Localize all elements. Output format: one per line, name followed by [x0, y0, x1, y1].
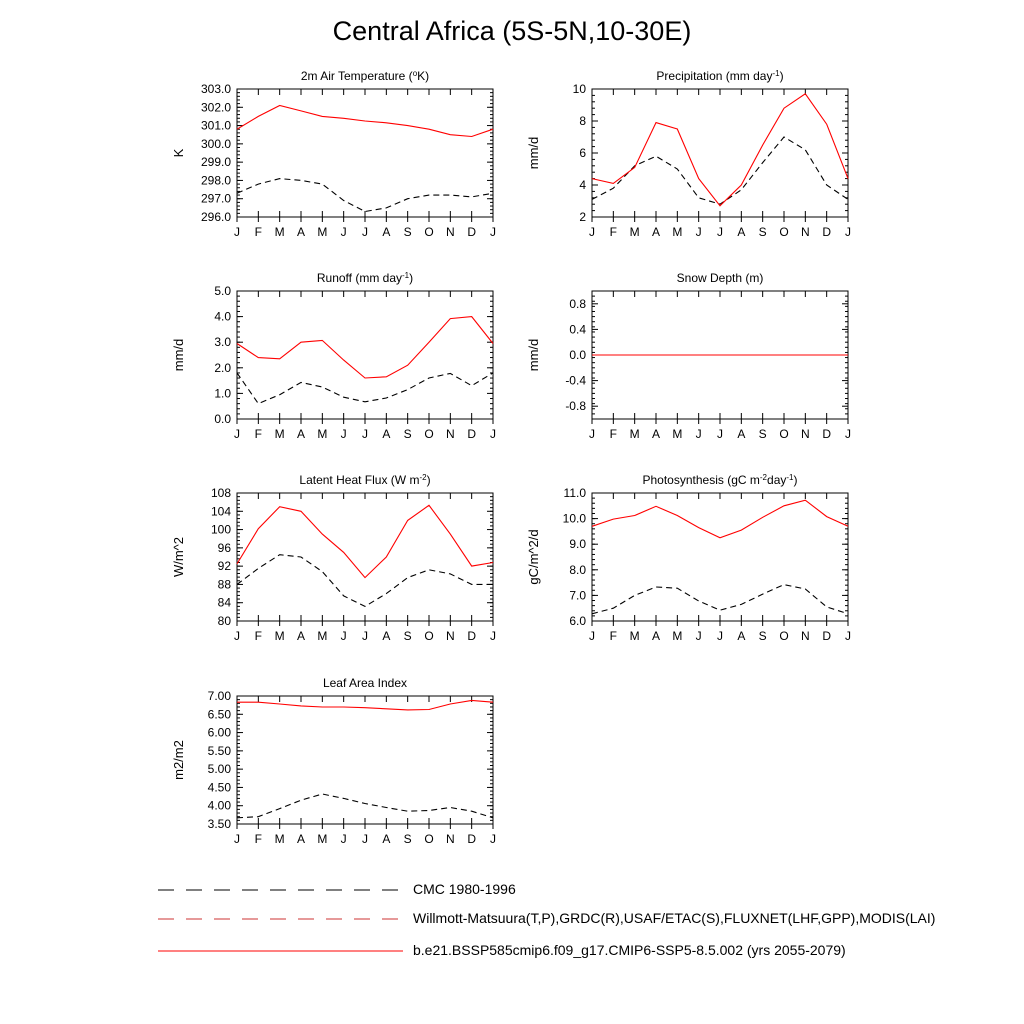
chart-panel-5 [526, 473, 851, 644]
y-tick-label: 11.0 [563, 486, 586, 500]
legend-label-model: b.e21.BSSP585cmip6.f09_g17.CMIP6-SSP5-8.5.002 (yrs 2055-2079) [413, 942, 846, 958]
chart-panel-4 [171, 473, 496, 644]
x-tick-label: F [254, 225, 263, 239]
y-tick-label: 8 [579, 114, 586, 128]
x-tick-label: N [445, 832, 455, 846]
x-tick-label: A [382, 225, 391, 239]
y-tick-label: 301.0 [200, 118, 231, 133]
plot-frame [237, 291, 493, 419]
x-tick-label: A [651, 629, 661, 643]
panel-title-text: ) [409, 271, 414, 285]
x-tick-label: M [629, 225, 640, 239]
series-line-obs [592, 585, 848, 614]
plot-frame [237, 493, 493, 621]
x-tick-label: J [490, 225, 496, 239]
x-tick-label: M [629, 427, 640, 441]
x-tick-label: S [758, 225, 767, 239]
y-tick-label: 6.0 [569, 614, 586, 628]
y-tick-label: 299.0 [200, 155, 231, 170]
y-tick-label: 302.0 [200, 100, 231, 115]
y-tick-label: 2 [579, 210, 586, 224]
plot-frame [592, 89, 848, 217]
x-tick-label: J [340, 629, 347, 643]
x-tick-label: N [445, 427, 455, 441]
y-tick-label: 4.50 [207, 780, 231, 795]
y-tick-label: 8.0 [569, 562, 586, 577]
series-line-model [237, 317, 493, 378]
y-tick-label: 1.0 [214, 386, 231, 401]
x-tick-label: O [424, 225, 434, 239]
series-line-model [237, 106, 493, 137]
y-tick-label: 92 [217, 559, 231, 574]
x-tick-label: N [800, 427, 810, 441]
panel-title-sup: -1 [772, 68, 780, 78]
y-tick-label: 3.50 [207, 817, 231, 831]
x-tick-label: D [467, 225, 477, 239]
y-tick-label: 104 [210, 504, 231, 519]
y-tick-label: 100 [210, 522, 231, 537]
panel-title-sup: o [412, 68, 418, 78]
y-tick-label: 300.0 [200, 136, 231, 151]
y-tick-label: -0.8 [565, 399, 586, 414]
panel-title-text: K) [417, 69, 430, 83]
x-tick-label: J [234, 427, 240, 441]
y-tick-label: 84 [217, 595, 231, 610]
panel-title-text: ) [426, 473, 431, 487]
series-line-model [592, 94, 848, 206]
x-tick-label: F [254, 427, 263, 441]
y-tick-label: 108 [210, 486, 231, 500]
x-tick-label: A [296, 427, 306, 441]
x-tick-label: J [340, 832, 347, 846]
y-tick-label: 4.00 [207, 798, 231, 813]
panel-title-text: Leaf Area Index [322, 676, 408, 690]
x-tick-label: J [845, 427, 851, 441]
series-line-model [237, 505, 493, 577]
x-tick-label: D [822, 225, 832, 239]
y-tick-label: 2.0 [214, 360, 231, 375]
x-tick-label: S [403, 427, 412, 441]
x-tick-label: O [424, 427, 434, 441]
y-tick-label: 296.0 [200, 210, 231, 224]
x-tick-label: J [234, 225, 240, 239]
series-line-obs [237, 794, 493, 818]
panel-title [656, 69, 783, 84]
y-tick-label: 88 [217, 577, 231, 592]
y-tick-label: 5.50 [207, 743, 231, 758]
panel-title-sup: -1 [786, 472, 794, 482]
panel-title-sup: -1 [402, 270, 410, 280]
panel-title [643, 473, 798, 488]
x-tick-label: J [490, 629, 496, 643]
series-line-model [592, 500, 848, 538]
x-tick-label: F [254, 832, 263, 846]
x-tick-label: N [445, 629, 455, 643]
x-tick-label: D [467, 629, 477, 643]
panel-title-text: Latent Heat Flux (W m [299, 473, 420, 487]
y-tick-label: 3.0 [214, 335, 231, 350]
y-tick-label: 7.0 [569, 588, 586, 603]
y-tick-label: 6.00 [207, 725, 231, 740]
y-axis-label: mm/d [526, 136, 541, 170]
y-tick-label: 5.0 [214, 284, 231, 298]
series-line-obs [237, 179, 493, 212]
x-tick-label: O [779, 629, 789, 643]
panel-title [301, 69, 429, 84]
panel-title [677, 271, 764, 285]
x-tick-label: D [822, 629, 832, 643]
y-tick-label: 0.4 [569, 322, 586, 337]
y-tick-label: 80 [217, 614, 231, 628]
chart-panel-0 [171, 69, 496, 240]
x-tick-label: J [490, 832, 496, 846]
x-tick-label: M [629, 629, 640, 643]
x-tick-label: M [274, 629, 285, 643]
x-tick-label: M [672, 629, 683, 643]
x-tick-label: A [737, 629, 746, 643]
panel-title-text: Runoff (mm day [316, 271, 403, 285]
x-tick-label: D [822, 427, 832, 441]
y-tick-label: 9.0 [569, 537, 586, 552]
y-tick-label: 297.0 [200, 191, 231, 206]
x-tick-label: J [362, 832, 368, 846]
legend-label-cmc: CMC 1980-1996 [413, 881, 516, 897]
x-tick-label: J [695, 629, 702, 643]
x-tick-label: N [800, 225, 810, 239]
x-tick-label: O [424, 629, 434, 643]
x-tick-label: A [296, 629, 306, 643]
x-tick-label: A [737, 225, 746, 239]
panel-title-sup: -2 [419, 472, 427, 482]
x-tick-label: A [382, 427, 391, 441]
x-tick-label: M [317, 427, 328, 441]
y-tick-label: 4 [579, 178, 586, 192]
x-tick-label: M [317, 629, 328, 643]
x-tick-label: F [609, 225, 618, 239]
x-tick-label: S [758, 427, 767, 441]
x-tick-label: J [490, 427, 496, 441]
x-tick-label: J [362, 427, 368, 441]
x-tick-label: J [340, 225, 347, 239]
y-tick-label: 6 [579, 146, 586, 160]
x-tick-label: J [695, 225, 702, 239]
x-tick-label: M [317, 225, 328, 239]
chart-panel-1 [526, 69, 851, 240]
chart-panel-6 [171, 676, 496, 846]
panel-title-text: Snow Depth (m) [676, 271, 764, 285]
panel-title [317, 271, 413, 286]
x-tick-label: J [340, 427, 347, 441]
x-tick-label: M [274, 832, 285, 846]
plot-frame [592, 493, 848, 621]
x-tick-label: J [717, 225, 723, 239]
x-tick-label: J [845, 629, 851, 643]
y-axis-label: W/m^2 [171, 536, 186, 578]
x-tick-label: J [845, 225, 851, 239]
x-tick-label: J [234, 832, 240, 846]
x-tick-label: D [467, 427, 477, 441]
y-tick-label: 0.0 [214, 412, 231, 426]
x-tick-label: J [589, 225, 595, 239]
x-tick-label: A [382, 629, 391, 643]
x-tick-label: A [296, 225, 306, 239]
y-axis-label: K [171, 148, 186, 158]
x-tick-label: N [445, 225, 455, 239]
x-tick-label: M [274, 427, 285, 441]
x-tick-label: D [467, 832, 477, 846]
y-tick-label: 0.0 [569, 348, 586, 362]
x-tick-label: F [254, 629, 263, 643]
y-tick-label: 0.8 [569, 296, 586, 311]
x-tick-label: M [672, 225, 683, 239]
x-tick-label: A [651, 225, 661, 239]
legend-label-obs: Willmott-Matsuura(T,P),GRDC(R),USAF/ETAC(S),FLUXNET(LHF,GPP),MODIS(LAI) [413, 910, 936, 926]
series-line-obs [237, 555, 493, 607]
x-tick-label: N [800, 629, 810, 643]
legend-lines [158, 890, 403, 951]
y-tick-label: 5.00 [207, 762, 231, 777]
panel-title-text: day [767, 473, 787, 487]
x-tick-label: M [317, 832, 328, 846]
y-tick-label: 6.50 [207, 707, 231, 722]
y-tick-label: 96 [217, 540, 231, 555]
y-tick-label: 10.0 [562, 511, 586, 526]
panel-title-sup: -2 [759, 472, 768, 482]
x-tick-label: J [717, 629, 723, 643]
x-tick-label: A [737, 427, 746, 441]
x-tick-label: J [362, 225, 368, 239]
y-axis-label: mm/d [526, 338, 541, 372]
panel-title-text: 2m Air Temperature ( [300, 69, 413, 83]
chart-panel-3 [526, 271, 851, 441]
y-axis-label: m2/m2 [171, 740, 186, 780]
y-tick-label: 303.0 [200, 82, 231, 96]
x-tick-label: A [382, 832, 391, 846]
x-tick-label: A [296, 832, 306, 846]
y-tick-label: -0.4 [565, 373, 586, 388]
x-tick-label: F [609, 629, 618, 643]
y-tick-label: 298.0 [200, 173, 231, 188]
x-tick-label: F [609, 427, 618, 441]
x-tick-label: J [589, 427, 595, 441]
y-tick-label: 10 [572, 82, 586, 96]
y-axis-label: mm/d [171, 338, 186, 372]
x-tick-label: A [651, 427, 661, 441]
x-tick-label: O [779, 225, 789, 239]
x-tick-label: J [695, 427, 702, 441]
y-tick-label: 4.0 [214, 309, 231, 324]
panel-title-text: Photosynthesis (gC m [642, 473, 760, 487]
panel-title-text: ) [793, 473, 798, 487]
x-tick-label: M [672, 427, 683, 441]
plot-frame [237, 696, 493, 824]
page-title: Central Africa (5S-5N,10-30E) [332, 16, 692, 46]
x-tick-label: S [758, 629, 767, 643]
chart-panel-2 [171, 271, 496, 442]
panel-title [323, 676, 407, 690]
y-axis-label: gC/m^2/d [526, 529, 541, 585]
x-tick-label: O [424, 832, 434, 846]
y-tick-label: 7.00 [207, 689, 231, 703]
x-tick-label: M [274, 225, 285, 239]
panel-title-text: Precipitation (mm day [656, 69, 773, 83]
x-tick-label: S [403, 629, 412, 643]
panel-title [299, 473, 430, 488]
x-tick-label: S [403, 832, 412, 846]
x-tick-label: J [717, 427, 723, 441]
panel-title-text: ) [779, 69, 784, 83]
x-tick-label: J [362, 629, 368, 643]
x-tick-label: O [779, 427, 789, 441]
x-tick-label: S [403, 225, 412, 239]
x-tick-label: J [234, 629, 240, 643]
x-tick-label: J [589, 629, 595, 643]
